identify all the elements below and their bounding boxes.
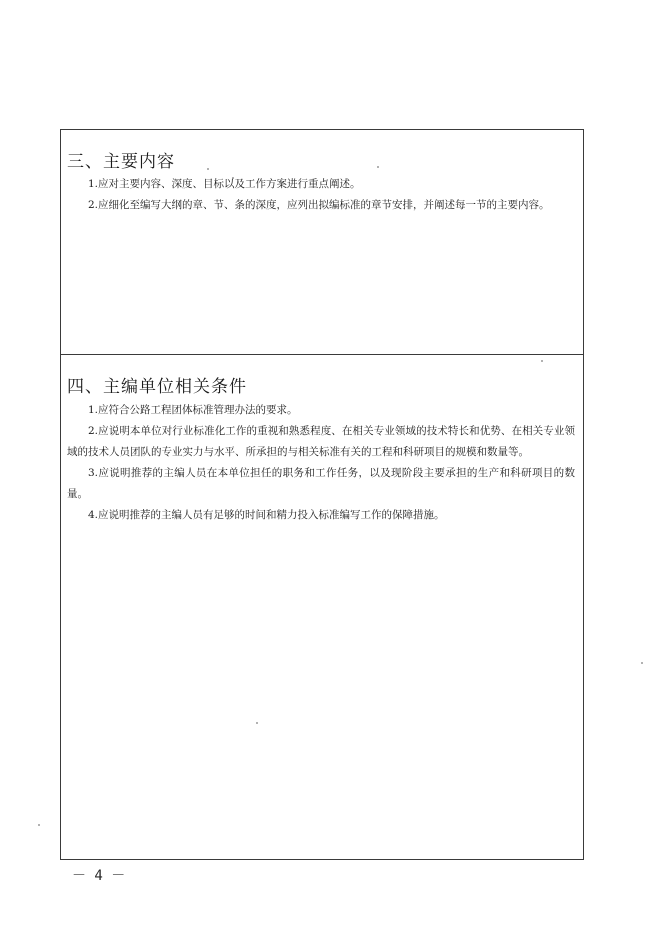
paragraph: 4.应说明推荐的主编人员有足够的时间和精力投入标准编写工作的保障措施。	[88, 509, 445, 521]
paragraph: 3.应说明推荐的主编人员在本单位担任的职务和工作任务，以及现阶段主要承担的生产和科研项目的数量。	[67, 467, 575, 500]
section-divider	[61, 354, 583, 355]
paragraph: 2.应细化至编写大纲的章、节、条的深度，应列出拟编标准的章节安排，并阐述每一节的主要内容。	[88, 199, 550, 211]
paragraph: 1.应符合公路工程团体标准管理办法的要求。	[88, 404, 298, 416]
section-body-chief-editor-conditions	[67, 400, 575, 526]
section-heading-chief-editor-conditions: 四、主编单位相关条件	[67, 377, 247, 397]
section-heading-main-content: 三、主要内容	[67, 152, 175, 172]
page-number: － 4 －	[72, 868, 126, 884]
paragraph: 2.应说明本单位对行业标准化工作的重视和熟悉程度、在相关专业领域的技术特长和优势、在相关专业领域的技术人员团队的专业实力与水平、所承担的与相关标准有关的工程和科研项目的规模和数量等。	[67, 425, 575, 458]
scan-speck	[38, 824, 40, 826]
form-frame	[60, 129, 584, 860]
scan-speck	[641, 662, 643, 664]
paragraph: 1.应对主要内容、深度、目标以及工作方案进行重点阐述。	[88, 178, 361, 190]
section-body-main-content	[67, 174, 575, 216]
